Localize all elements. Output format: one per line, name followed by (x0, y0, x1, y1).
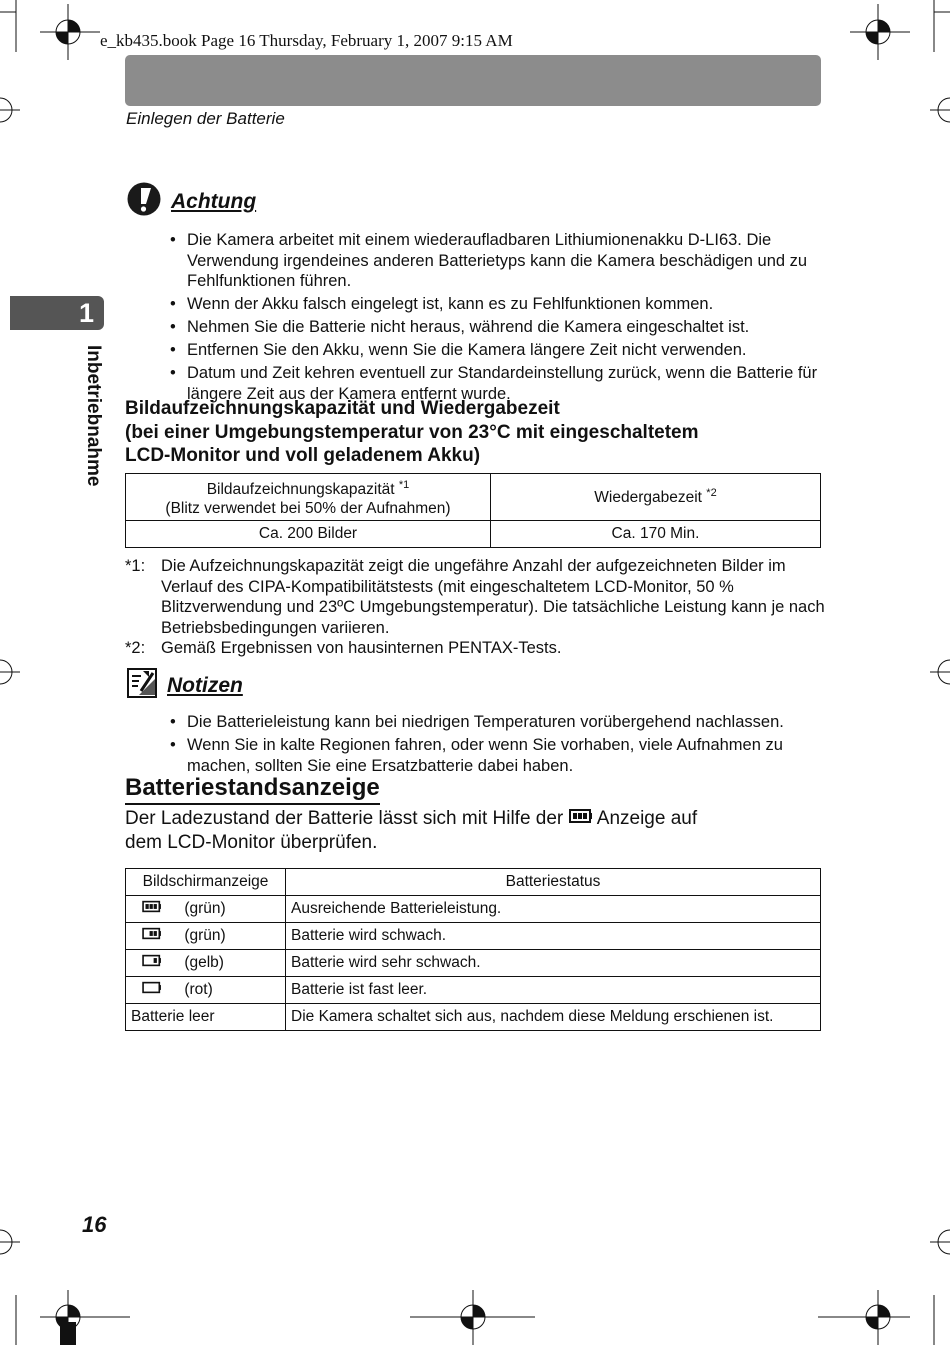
status-cell: Die Kamera schaltet sich aus, nachdem diese Meldung erschienen ist. (286, 1004, 821, 1031)
footnote-text: Die Aufzeichnungskapazität zeigt die ungefähre Anzahl der aufgezeichneten Bilder im Verlauf des CIPA-Kompatibilitätstests (mit eingeschaltetem LCD-Monitor, 50 % Blitzverwendung und 23ºC Umgebungstemperatur). Die tatsächliche Leistung kann je nach Betriebsbedingungen variieren. (161, 557, 825, 637)
table-row (126, 1004, 821, 1031)
battery-full-icon (569, 807, 593, 831)
status-cell: Batterie wird schwach. (286, 923, 821, 950)
list-item: • Nehmen Sie die Batterie nicht heraus, während die Kamera eingeschaltet ist. (167, 317, 827, 338)
caution-header (127, 182, 827, 221)
battery-section-heading (125, 774, 380, 805)
footnotes (125, 556, 825, 659)
caution-icon (127, 182, 163, 221)
indicator-cell: (grün) (126, 923, 286, 950)
list-item: • Entfernen Sie den Akku, wenn Sie die Kamera längere Zeit nicht verwenden. (167, 340, 827, 361)
battery-section-title: Batteriestandsanzeige (125, 774, 380, 805)
battery-medium-icon (142, 927, 162, 945)
caution-title: Achtung (171, 189, 257, 213)
table-row (126, 521, 821, 548)
notes-header (127, 667, 827, 704)
footnote-ref: *1 (398, 478, 410, 491)
indicator-cell: (grün) (126, 896, 286, 923)
capacity-col2-header: Wiedergabezeit $^{*2}$ (491, 474, 821, 521)
indicator-cell: Batterie leer (126, 1004, 286, 1031)
notes-title: Notizen (167, 673, 243, 697)
footnote-ref: *2 (706, 486, 717, 499)
capacity-heading-line: (bei einer Umgebungstemperatur von 23°C mit eingeschaltetem (125, 421, 699, 443)
capacity-heading-line: LCD-Monitor und voll geladenem Akku) (125, 445, 481, 466)
list-item: • Wenn Sie in kalte Regionen fahren, oder wenn Sie vorhaben, viele Aufnahmen zu machen, sollten Sie eine Ersatzbatterie dabei haben. (167, 735, 827, 776)
table-row (126, 950, 821, 977)
status-cell: Batterie ist fast leer. (286, 977, 821, 1004)
table-row (126, 977, 821, 1004)
battery-full-icon (142, 900, 162, 918)
battery-empty-icon (142, 981, 162, 999)
chapter-title: Inbetriebnahme (83, 345, 104, 487)
capacity-heading (125, 397, 825, 468)
caution-list (167, 230, 827, 404)
list-item: • Die Kamera arbeitet mit einem wiederaufladbaren Lithiumionenakku D-LI63. Die Verwendung irgendeines anderen Batterietyps kann die Kamera beschädigen und zu Fehlfunktionen führen. (167, 230, 827, 292)
list-item: • Wenn der Akku falsch eingelegt ist, kann es zu Fehlfunktionen kommen. (167, 294, 827, 315)
list-item: • Die Batterieleistung kann bei niedrigen Temperaturen vorübergehend nachlassen. (167, 712, 827, 733)
table-row (126, 896, 821, 923)
caution-block (127, 182, 827, 407)
capacity-col2-value: Ca. 170 Min. (491, 521, 821, 548)
capacity-col1-value: Ca. 200 Bilder (126, 521, 491, 548)
chapter-tab: 1 (10, 296, 104, 330)
capacity-table (125, 473, 821, 548)
capacity-col1-header: Bildaufzeichnungskapazität $^{*1}$ (Blitz verwendet bei 50% der Aufnahmen) (126, 474, 491, 521)
page-number: 16 (82, 1212, 107, 1237)
battery-intro: Der Ladezustand der Batterie lässt sich mit Hilfe der Anzeige auf dem LCD-Monitor überprüfen. (125, 808, 698, 853)
table-row (126, 474, 821, 521)
status-cell: Ausreichende Batterieleistung. (286, 896, 821, 923)
indicator-cell: (gelb) (126, 950, 286, 977)
table-header: Bildschirmanzeige (126, 869, 286, 896)
footnote (125, 638, 825, 659)
footnote-key: *2: (125, 639, 146, 657)
table-row (126, 869, 821, 896)
battery-low-icon (142, 954, 162, 972)
print-info: e_kb435.book Page 16 Thursday, February 1, 2007 9:15 AM (100, 31, 513, 50)
memo-icon (127, 667, 159, 704)
list-item: • Datum und Zeit kehren eventuell zur Standardeinstellung zurück, wenn die Batterie für längere Zeit aus der Kamera entfernt wurde. (167, 363, 827, 404)
footnote-key: *1: (125, 557, 146, 575)
header-bar (125, 55, 821, 106)
footnote-text: Gemäß Ergebnissen von hausinternen PENTAX-Tests. (161, 639, 562, 657)
indicator-cell: (rot) (126, 977, 286, 1004)
notes-list (167, 712, 827, 776)
table-row (126, 923, 821, 950)
notes-block (127, 667, 827, 779)
section-label: Einlegen der Batterie (126, 109, 285, 128)
status-cell: Batterie wird sehr schwach. (286, 950, 821, 977)
footnote (125, 556, 825, 638)
capacity-heading-line: Bildaufzeichnungskapazität und Wiedergabezeit (125, 398, 560, 419)
battery-table (125, 868, 821, 1031)
table-header: Batteriestatus (286, 869, 821, 896)
